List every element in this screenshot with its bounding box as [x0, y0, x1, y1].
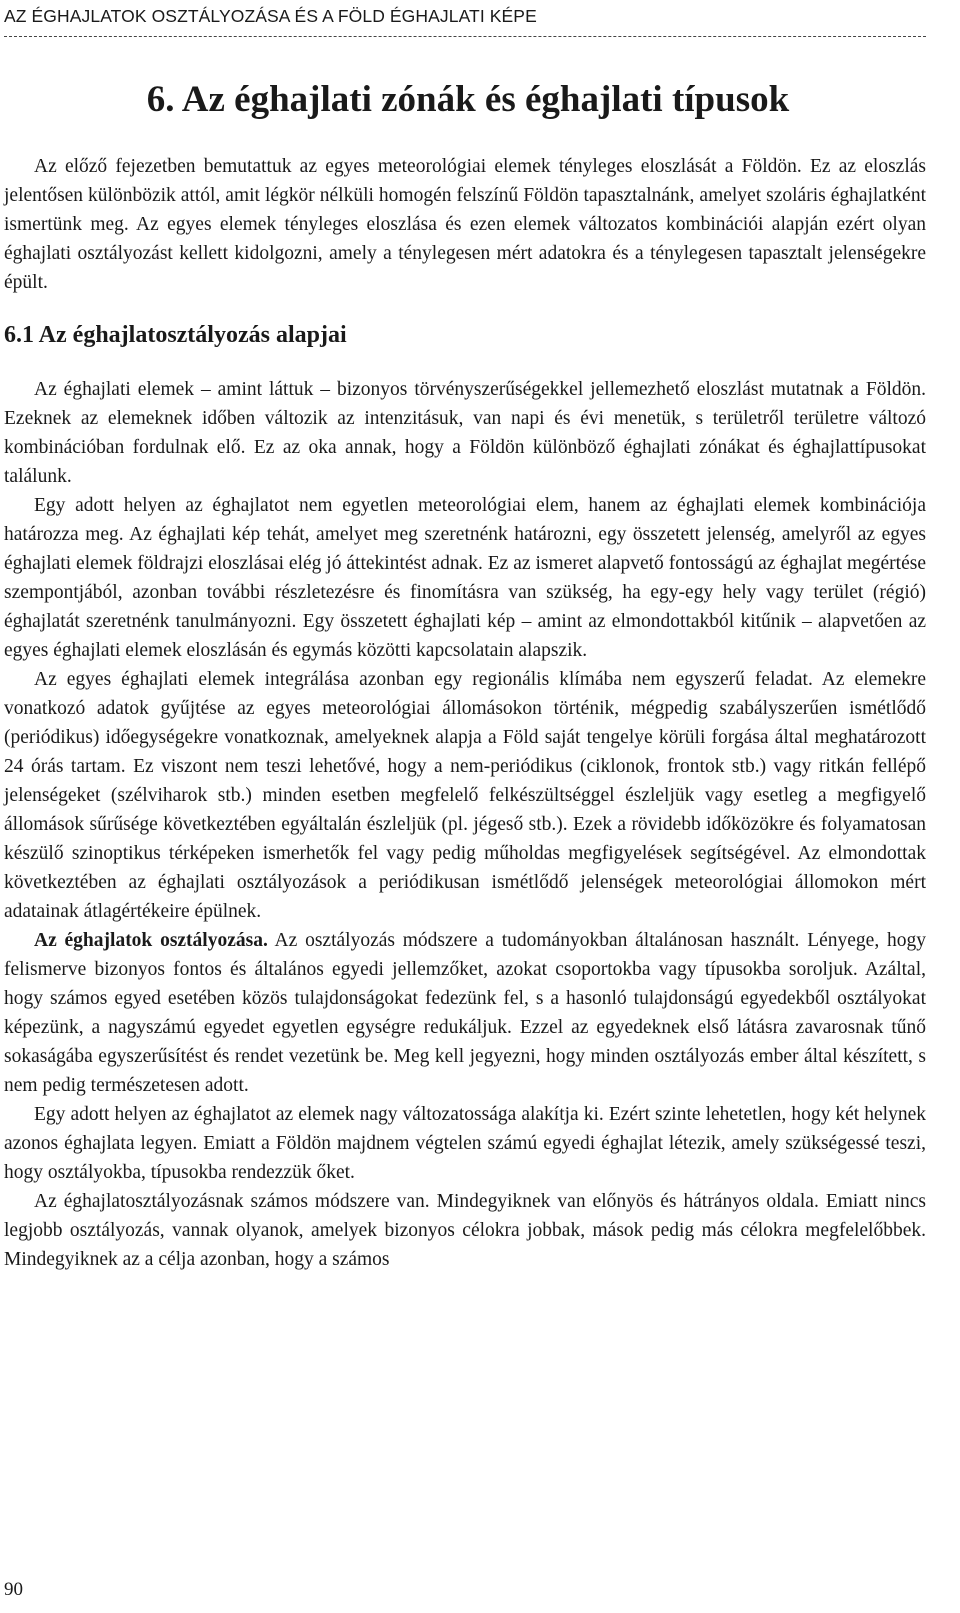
chapter-intro-paragraph: Az előző fejezetben bemutattuk az egyes meteorológiai elemek tényleges eloszlását a Földön. Ez az eloszlás jelentősen különbözik attól, amit légkör nélküli homogén felszínű Földön tapasztalnánk, amelyet szoláris éghajlatként ismertünk meg. Az egyes elemek tényleges eloszlása és ezen elemek változatos kombinációi alapján ezért olyan éghajlati osztályozást kellett kidolgozni, amely a ténylegesen mért adatokra és a ténylegesen tapasztalt jelenségekre épült.: [4, 156, 926, 293]
section-title: 6.1 Az éghajlatosztályozás alapjai: [4, 322, 347, 348]
section-paragraph-3: Az egyes éghajlati elemek integrálása azonban egy regionális klímába nem egyszerű feladat. Az elemekre vonatkozó adatok gyűjtése az egyes meteorológiai állomásokon történik, mégpedig szabályszerűen ismétlődő (periódikus) időegységekre vonatkoznak, amelyeknek alapja a Föld saját tengelye körüli forgása által meghatározott 24 órás tartam. Ez viszont nem teszi lehetővé, hogy a nem-periódikus (ciklonok, frontok stb.) vagy ritkán fellépő jelenségeket (szélviharok stb.) minden esetben megfelelő felkészültséggel észleljük vagy esetleg a megfigyelő állomások sűrűsége következtében egyáltalán észleljük (pl. jégeső stb.). Ezek a rövidebb időközökre és folyamatosan készülő szinoptikus térképeken ismerhetők fel vagy pedig műholdas megfigyelések segítségével. Az elmondottak következtében az éghajlati osztályozások a periódikusan ismétlődő jelenségek meteorológiai állomokon mért adatainak átlagértékeire épülnek.: [4, 669, 926, 922]
paragraph-4-text: Az osztályozás módszere a tudományokban általánosan használt. Lényege, hogy felismerve bizonyos fontos és általános egyedi jellemzőket, azokat csoportokba vagy típusokba soroljuk. Azáltal, hogy számos egyed esetében közös tulajdonságokat fedezünk fel, s a hasonló tulajdonságú egyedekből osztályokat képezünk, a nagyszámú egyedet egyetlen egységre redukáljuk. Ezzel az egyedeknek első látásra zavarosnak tűnő sokaságába egyszerűsítést és rendet vezetünk be. Meg kell jegyezni, hogy minden osztályozás ember által készített, s nem pedig természetesen adott.: [4, 930, 926, 1096]
page-body: [4, 152, 926, 1274]
section-paragraph-1: Az éghajlati elemek – amint láttuk – bizonyos törvényszerűségekkel jellemezhető eloszlást mutatnak a Földön. Ezeknek az elemeknek időben változik az intenzitásuk, van napi és évi menetük, s területről területre változó kombinációban fordulnak elő. Ez az oka annak, hogy a Földön különböző éghajlati zónákat és éghajlattípusokat találunk.: [4, 379, 926, 487]
section-paragraph-6: Az éghajlatosztályozásnak számos módszere van. Mindegyiknek van előnyös és hátrányos oldala. Emiatt nincs legjobb osztályozás, vannak olyanok, amelyek bizonyos célokra jobbak, mások pedig más célokra megfelelőbbek. Mindegyiknek az a célja azonban, hogy a számos: [4, 1191, 926, 1270]
chapter-title: 6. Az éghajlati zónák és éghajlati típusok: [146, 79, 790, 120]
header-divider: [4, 36, 926, 37]
section-paragraph-5: Egy adott helyen az éghajlatot az elemek nagy változatossága alakítja ki. Ezért szinte lehetetlen, hogy két helynek azonos éghajlata legyen. Emiatt a Földön majdnem végtelen számú egyedi éghajlat létezik, amely szükségessé teszi, hogy osztályokba, típusokba rendezzük őket.: [4, 1104, 926, 1183]
section-paragraph-4: [4, 926, 926, 1100]
page-number: 90: [4, 1579, 23, 1600]
running-header: AZ ÉGHAJLATOK OSZTÁLYOZÁSA ÉS A FÖLD ÉGHAJLATI KÉPE: [4, 6, 537, 26]
section-paragraph-2: Egy adott helyen az éghajlatot nem egyetlen meteorológiai elem, hanem az éghajlati elemek kombinációja határozza meg. Az éghajlati kép tehát, amelyet meg szeretnénk határozni, egy összetett jelenség, amelyről az egyes éghajlati elemek földrajzi eloszlásai elég jó áttekintést adnak. Ez az ismeret alapvető fontosságú az éghajlat megértése szempontjából, azonban további részletezésre és finomításra van szükség, ha egy-egy hely vagy terület (régió) éghajlatát szeretnénk tanulmányozni. Egy összetett éghajlati kép – amint az elmondottakból kitűnik – alapvetően az egyes éghajlati elemek eloszlásán és egymás közötti kapcsolatain alapszik.: [4, 495, 926, 661]
run-in-heading: Az éghajlatok osztályozása.: [34, 930, 268, 951]
